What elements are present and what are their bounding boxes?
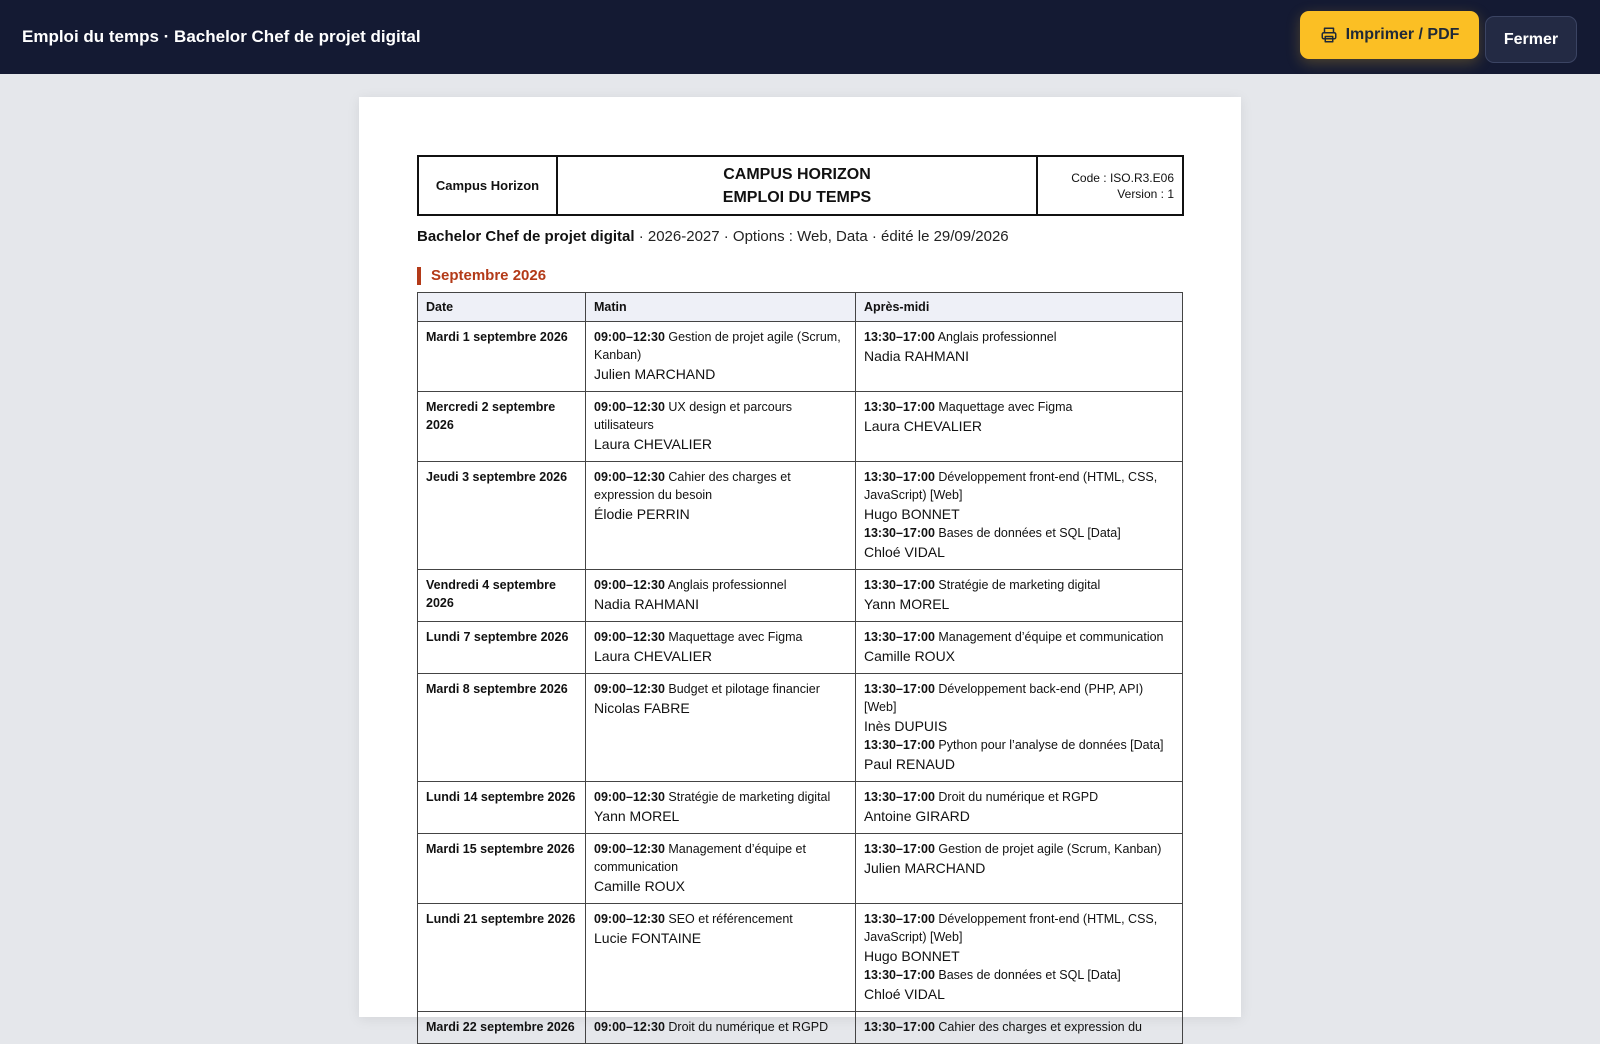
slot-time: 09:00–12:30 bbox=[594, 630, 665, 644]
afternoon-cell bbox=[856, 622, 1183, 674]
morning-cell bbox=[586, 322, 856, 392]
printer-icon bbox=[1320, 26, 1338, 44]
slot-time: 13:30–17:00 bbox=[864, 790, 935, 804]
course-slot bbox=[864, 524, 1174, 562]
morning-cell bbox=[586, 782, 856, 834]
slot-course: UX design et parcours utilisateurs bbox=[594, 400, 793, 432]
slot-time: 13:30–17:00 bbox=[864, 912, 935, 926]
slot-time: 13:30–17:00 bbox=[864, 526, 935, 540]
morning-cell bbox=[586, 904, 856, 1012]
slot-teacher: Paul RENAUD bbox=[864, 756, 956, 772]
slot-time: 09:00–12:30 bbox=[594, 578, 665, 592]
slot-course: Cahier des charges et expression du besoin bbox=[594, 470, 791, 502]
header-title-line1: CAMPUS HORIZON bbox=[723, 165, 871, 183]
table-row bbox=[418, 570, 1183, 622]
course-slot bbox=[864, 840, 1174, 878]
slot-time: 09:00–12:30 bbox=[594, 470, 665, 484]
slot-teacher: Chloé VIDAL bbox=[864, 544, 945, 560]
slot-time: 13:30–17:00 bbox=[864, 842, 935, 856]
slot-course: Gestion de projet agile (Scrum, Kanban) bbox=[934, 842, 1162, 856]
slot-teacher: Camille ROUX bbox=[864, 648, 956, 664]
slot-course: Management d’équipe et communication bbox=[934, 630, 1164, 644]
slot-time: 09:00–12:30 bbox=[594, 842, 665, 856]
course-slot bbox=[864, 680, 1174, 736]
slot-time: 13:30–17:00 bbox=[864, 470, 935, 484]
course-slot bbox=[864, 398, 1174, 436]
afternoon-cell bbox=[856, 462, 1183, 570]
column-header-date: Date bbox=[418, 293, 586, 322]
afternoon-cell bbox=[856, 904, 1183, 1012]
course-slot bbox=[594, 398, 847, 454]
morning-cell bbox=[586, 1012, 856, 1044]
course-slot bbox=[864, 576, 1174, 614]
course-slot bbox=[594, 788, 847, 826]
table-row bbox=[418, 392, 1183, 462]
course-slot bbox=[864, 1018, 1174, 1036]
slot-course: Anglais professionnel bbox=[664, 578, 787, 592]
slot-teacher: Hugo BONNET bbox=[864, 948, 960, 964]
row-date: Mardi 8 septembre 2026 bbox=[418, 674, 586, 782]
course-slot bbox=[594, 1018, 847, 1036]
course-slot bbox=[864, 328, 1174, 366]
morning-cell bbox=[586, 462, 856, 570]
slot-time: 13:30–17:00 bbox=[864, 738, 935, 752]
slot-teacher: Hugo BONNET bbox=[864, 506, 960, 522]
row-date: Vendredi 4 septembre 2026 bbox=[418, 570, 586, 622]
slot-teacher: Nicolas FABRE bbox=[594, 700, 690, 716]
slot-course: Maquettage avec Figma bbox=[664, 630, 803, 644]
course-slot bbox=[594, 840, 847, 896]
course-slot bbox=[864, 910, 1174, 966]
print-pdf-button[interactable] bbox=[1300, 11, 1479, 59]
course-slot bbox=[594, 328, 847, 384]
table-row bbox=[418, 904, 1183, 1012]
course-slot bbox=[594, 468, 847, 524]
slot-teacher: Nadia RAHMANI bbox=[864, 348, 970, 364]
afternoon-cell bbox=[856, 392, 1183, 462]
slot-course: Développement back-end (PHP, API) [Web] bbox=[864, 682, 1144, 714]
slot-teacher: Nadia RAHMANI bbox=[594, 596, 700, 612]
slot-time: 09:00–12:30 bbox=[594, 790, 665, 804]
course-slot bbox=[594, 910, 847, 948]
course-slot bbox=[594, 680, 847, 718]
row-date: Mardi 22 septembre 2026 bbox=[418, 1012, 586, 1044]
slot-teacher: Laura CHEVALIER bbox=[864, 418, 983, 434]
afternoon-cell bbox=[856, 834, 1183, 904]
slot-course: Stratégie de marketing digital bbox=[934, 578, 1101, 592]
slot-time: 13:30–17:00 bbox=[864, 578, 935, 592]
slot-course: Maquettage avec Figma bbox=[934, 400, 1073, 414]
slot-course: Droit du numérique et RGPD bbox=[934, 790, 1099, 804]
slot-teacher: Élodie PERRIN bbox=[594, 506, 690, 522]
row-date: Jeudi 3 septembre 2026 bbox=[418, 462, 586, 570]
slot-teacher: Chloé VIDAL bbox=[864, 986, 945, 1002]
header-title-line2: EMPLOI DU TEMPS bbox=[722, 188, 872, 206]
row-date: Lundi 21 septembre 2026 bbox=[418, 904, 586, 1012]
course-slot bbox=[864, 966, 1174, 1004]
table-row bbox=[418, 674, 1183, 782]
schedule-table bbox=[417, 292, 1183, 1044]
morning-cell bbox=[586, 674, 856, 782]
slot-course: Cahier des charges et expression du bbox=[934, 1020, 1142, 1034]
table-row bbox=[418, 622, 1183, 674]
slot-course: SEO et référencement bbox=[664, 912, 793, 926]
program-subtitle bbox=[417, 228, 1009, 245]
slot-teacher: Laura CHEVALIER bbox=[594, 436, 713, 452]
course-slot bbox=[864, 628, 1174, 666]
slot-teacher: Julien MARCHAND bbox=[594, 366, 716, 382]
slot-time: 09:00–12:30 bbox=[594, 400, 665, 414]
afternoon-cell bbox=[856, 674, 1183, 782]
table-row bbox=[418, 782, 1183, 834]
slot-time: 13:30–17:00 bbox=[864, 682, 935, 696]
table-row bbox=[418, 1012, 1183, 1044]
slot-course: Droit du numérique et RGPD bbox=[664, 1020, 829, 1034]
morning-cell bbox=[586, 622, 856, 674]
slot-time: 13:30–17:00 bbox=[864, 968, 935, 982]
document-page bbox=[359, 97, 1241, 1034]
slot-time: 09:00–12:30 bbox=[594, 682, 665, 696]
slot-time: 13:30–17:00 bbox=[864, 400, 935, 414]
month-heading: Septembre 2026 bbox=[417, 267, 546, 285]
slot-course: Anglais professionnel bbox=[934, 330, 1057, 344]
slot-teacher: Antoine GIRARD bbox=[864, 808, 970, 824]
table-row bbox=[418, 834, 1183, 904]
slot-time: 13:30–17:00 bbox=[864, 330, 935, 344]
course-slot bbox=[864, 468, 1174, 524]
slot-teacher: Yann MOREL bbox=[594, 808, 680, 824]
morning-cell bbox=[586, 570, 856, 622]
slot-course: Bases de données et SQL [Data] bbox=[934, 526, 1121, 540]
slot-teacher: Yann MOREL bbox=[864, 596, 950, 612]
slot-course: Gestion de projet agile (Scrum, Kanban) bbox=[594, 330, 841, 362]
morning-cell bbox=[586, 392, 856, 462]
course-slot bbox=[864, 788, 1174, 826]
afternoon-cell bbox=[856, 782, 1183, 834]
slot-teacher: Lucie FONTAINE bbox=[594, 930, 702, 946]
column-header-afternoon: Après-midi bbox=[856, 293, 1183, 322]
window-title: Emploi du temps · Bachelor Chef de projet digital bbox=[22, 27, 421, 46]
slot-time: 13:30–17:00 bbox=[864, 630, 935, 644]
slot-time: 09:00–12:30 bbox=[594, 912, 665, 926]
slot-course: Développement front-end (HTML, CSS, JavaScript) [Web] bbox=[864, 912, 1158, 944]
slot-teacher: Camille ROUX bbox=[594, 878, 686, 894]
slot-teacher: Laura CHEVALIER bbox=[594, 648, 713, 664]
slot-course: Management d’équipe et communication bbox=[594, 842, 806, 874]
slot-teacher: Inès DUPUIS bbox=[864, 718, 948, 734]
top-bar bbox=[0, 0, 1600, 74]
slot-time: 13:30–17:00 bbox=[864, 1020, 935, 1034]
row-date: Mardi 15 septembre 2026 bbox=[418, 834, 586, 904]
program-name: Bachelor Chef de projet digital bbox=[417, 228, 635, 245]
document-header bbox=[417, 155, 1184, 216]
program-details: · 2026-2027 · Options : Web, Data · édité le 29/09/2026 bbox=[634, 228, 1009, 245]
slot-course: Stratégie de marketing digital bbox=[664, 790, 831, 804]
row-date: Lundi 14 septembre 2026 bbox=[418, 782, 586, 834]
slot-teacher: Julien MARCHAND bbox=[864, 860, 986, 876]
column-header-morning: Matin bbox=[586, 293, 856, 322]
slot-time: 09:00–12:30 bbox=[594, 330, 665, 344]
header-meta bbox=[1038, 157, 1182, 214]
row-date: Lundi 7 septembre 2026 bbox=[418, 622, 586, 674]
header-version: Version : 1 bbox=[1117, 186, 1174, 201]
print-pdf-label: Imprimer / PDF bbox=[1345, 26, 1460, 43]
table-row bbox=[418, 462, 1183, 570]
afternoon-cell bbox=[856, 1012, 1183, 1044]
afternoon-cell bbox=[856, 570, 1183, 622]
header-campus: Campus Horizon bbox=[419, 157, 558, 214]
course-slot bbox=[864, 736, 1174, 774]
slot-time: 09:00–12:30 bbox=[594, 1020, 665, 1034]
table-row bbox=[418, 322, 1183, 392]
morning-cell bbox=[586, 834, 856, 904]
slot-course: Développement front-end (HTML, CSS, JavaScript) [Web] bbox=[864, 470, 1158, 502]
course-slot bbox=[594, 628, 847, 666]
course-slot bbox=[594, 576, 847, 614]
header-title bbox=[558, 157, 1038, 214]
table-body bbox=[418, 322, 1183, 1044]
table-header-row bbox=[418, 293, 1183, 322]
slot-course: Python pour l’analyse de données [Data] bbox=[934, 738, 1164, 752]
close-button[interactable]: Fermer bbox=[1485, 16, 1577, 63]
header-code: Code : ISO.R3.E06 bbox=[1071, 170, 1174, 185]
afternoon-cell bbox=[856, 322, 1183, 392]
row-date: Mercredi 2 septembre 2026 bbox=[418, 392, 586, 462]
slot-course: Budget et pilotage financier bbox=[664, 682, 820, 696]
slot-course: Bases de données et SQL [Data] bbox=[934, 968, 1121, 982]
row-date: Mardi 1 septembre 2026 bbox=[418, 322, 586, 392]
